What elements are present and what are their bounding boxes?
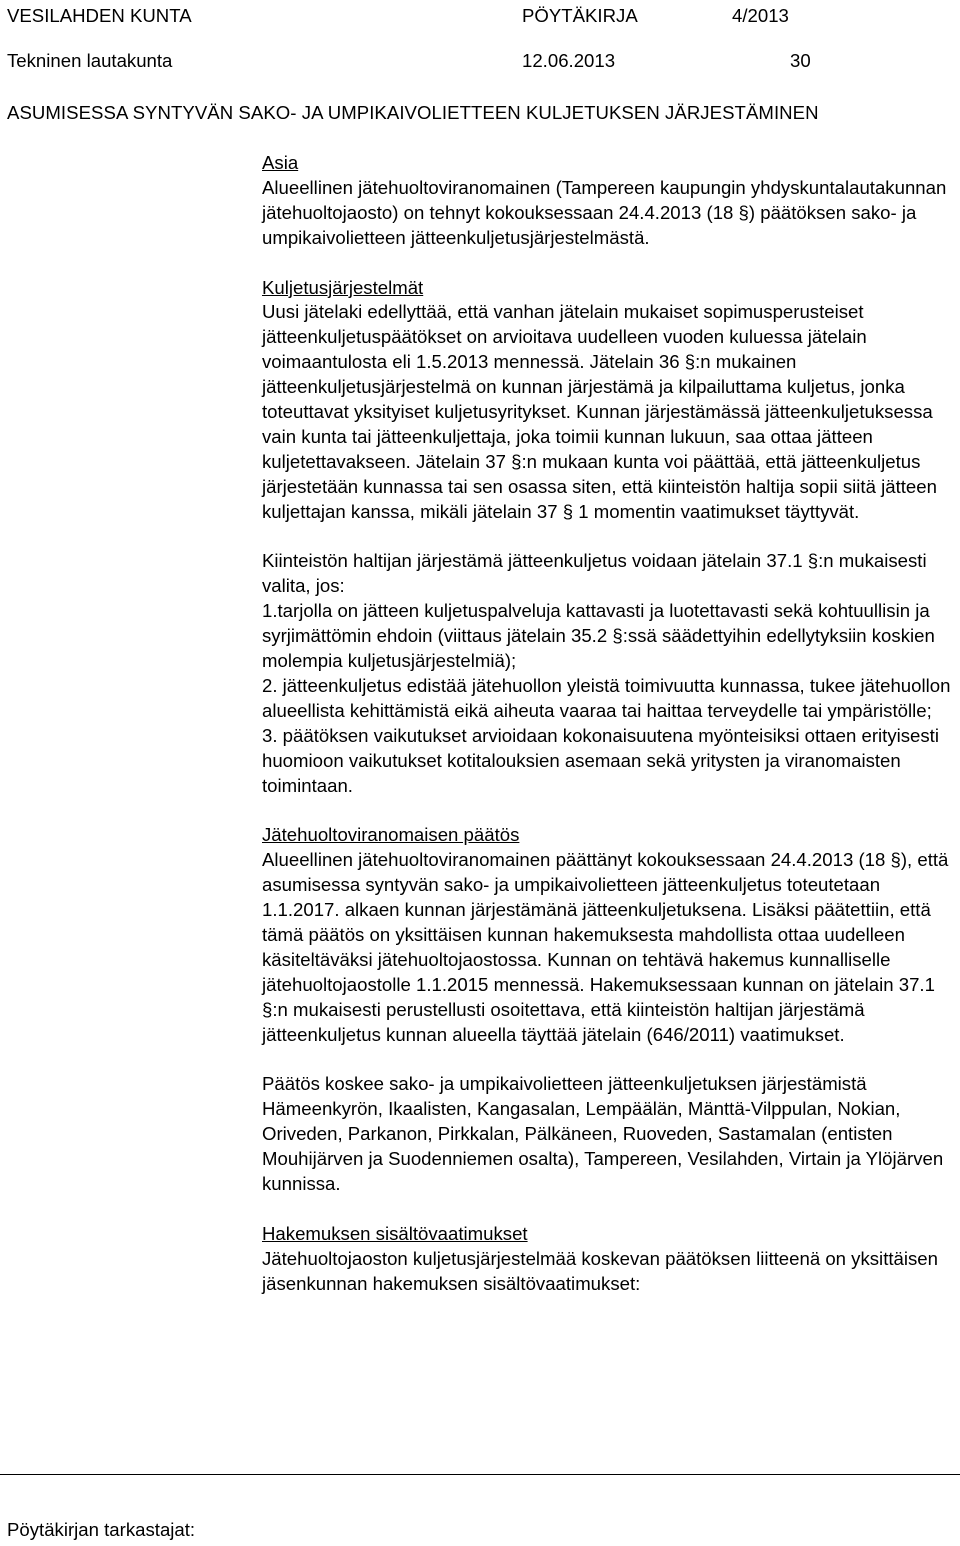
section-body-koskee: Päätös koskee sako- ja umpikaivolietteen jätteenkuljetuksen järjestämistä Hämeenkyrön, Ikaalisten, Kangasalan, Lempäälän, Mänttä-Vilppulan, Nokian, Oriveden, Parkanon, Pirkkalan, Pälkäneen, Ruoveden, Sastamalan (entisten Mouhijärven ja Suodenniemen osalta), Tampereen, Vesilahden, Virtain ja Ylöjärven kunnissa.	[262, 1073, 944, 1195]
section-heading-paatos: Jätehuoltoviranomaisen päätös	[262, 824, 520, 846]
section-heading-hakemus: Hakemuksen sisältövaatimukset	[262, 1222, 528, 1244]
document-number: 4/2013	[732, 5, 789, 26]
kiinteisto-intro: Kiinteistön haltijan järjestämä jätteenkuljetus voidaan jätelain 37.1 §:n mukaisesti valita, jos:	[262, 550, 927, 597]
section-body-paatos: Alueellinen jätehuoltoviranomainen päättänyt kokouksessaan 24.4.2013 (18 §), että asumisessa syntyvän sako- ja umpikaivolietteen jätteenkuljetus toteutetaan 1.1.2017. alkaen kunnan järjestämänä jätteenkuljetuksena. Lisäksi päätettiin, että tämä päätös on yksittäisen kunnan hakemuksesta mahdollista ottaa uudelleen käsiteltäväksi jätehuoltojaostossa. Kunnan on tehtävä hakemus kunnalliselle jätehuoltojaostolle 1.1.2015 mennessä. Hakemuksessaan kunnan on jätelain 37.1 §:n mukaisesti perustellusti osoitettava, että kiinteistön haltijan järjestämä jätteenkuljetus kunnan alueella täyttää jätelain (646/2011) vaatimukset.	[262, 849, 949, 1045]
section-heading-kuljetusjarjestelmat: Kuljetusjärjestelmät	[262, 276, 424, 298]
footer-inspectors-label: Pöytäkirjan tarkastajat:	[7, 1519, 196, 1540]
page-title: ASUMISESSA SYNTYVÄN SAKO- JA UMPIKAIVOLIETTEEN KULJETUKSEN JÄRJESTÄMINEN	[7, 102, 819, 123]
document-body	[262, 151, 956, 1297]
document-type: PÖYTÄKIRJA	[522, 5, 638, 26]
municipality-name: VESILAHDEN KUNTA	[7, 5, 192, 26]
kiinteisto-list-item-3: 3. päätöksen vaikutukset arvioidaan kokonaisuutena myönteisiksi ottaen erityisesti huomioon vaikutukset kotitalouksien asemaan sekä yritysten ja viranomaisten toimintaan.	[262, 724, 939, 796]
kiinteisto-list-item-2: 2. jätteenkuljetus edistää jätehuollon yleistä toimivuutta kunnassa, tukee jätehuollon alueellista kehittämistä eikä aiheuta vaaraa tai haittaa terveydelle tai ympäristölle;	[262, 675, 951, 721]
section-number: 30	[790, 50, 811, 71]
meeting-date: 12.06.2013	[522, 50, 616, 71]
section-body-kuljetusjarjestelmat: Uusi jätelaki edellyttää, että vanhan jätelain mukaiset sopimusperusteiset jätteenkuljetuspäätökset on arvioitava uudelleen vuoden kuluessa jätelain voimaantulosta eli 1.5.2013 mennessä. Jätelain 36 §:n mukainen jätteenkuljetusjärjestelmä on kunnan järjestämä ja kilpailuttama kuljetus, jonka toteuttavat yksityiset kuljetusyritykset. Kunnan järjestämässä jätteenkuljetuksessa vain kunta tai jätteenkuljettaja, joka toimii kunnan lukuun, saa ottaa jätteen kuljetettavakseen. Jätelain 37 §:n mukaan kunta voi päättää, että jätteenkuljetus järjestetään kunnassa tai sen osassa siten, että kiinteistön haltija sopii siitä jätteen kuljettajan kanssa, mikäli jätelain 37 § 1 momentin vaatimukset täyttyvät.	[262, 301, 937, 522]
section-heading-asia: Asia	[262, 152, 299, 173]
committee-name: Tekninen lautakunta	[7, 50, 173, 71]
kiinteisto-list-item-1: 1.tarjolla on jätteen kuljetuspalveluja kattavasti ja luotettavasti sekä kohtuullisin ja syrjimättömin ehdoin (viittaus jätelain 35.2 §:ssä säädettyihin edellytyksiin koskien molempia kuljetusjärjestelmiä);	[262, 600, 935, 672]
section-body-hakemus: Jätehuoltojaoston kuljetusjärjestelmää koskevan päätöksen liitteenä on yksittäisen jäsenkunnan hakemuksen sisältövaatimukset:	[262, 1247, 938, 1294]
section-body-asia: Alueellinen jätehuoltoviranomainen (Tampereen kaupungin yhdyskuntalautakunnan jätehuoltojaosto) on tehnyt kokouksessaan 24.4.2013 (18 §) päätöksen sako- ja umpikaivolietteen jätteenkuljetusjärjestelmästä.	[262, 176, 947, 248]
footer-divider	[0, 1474, 960, 1475]
